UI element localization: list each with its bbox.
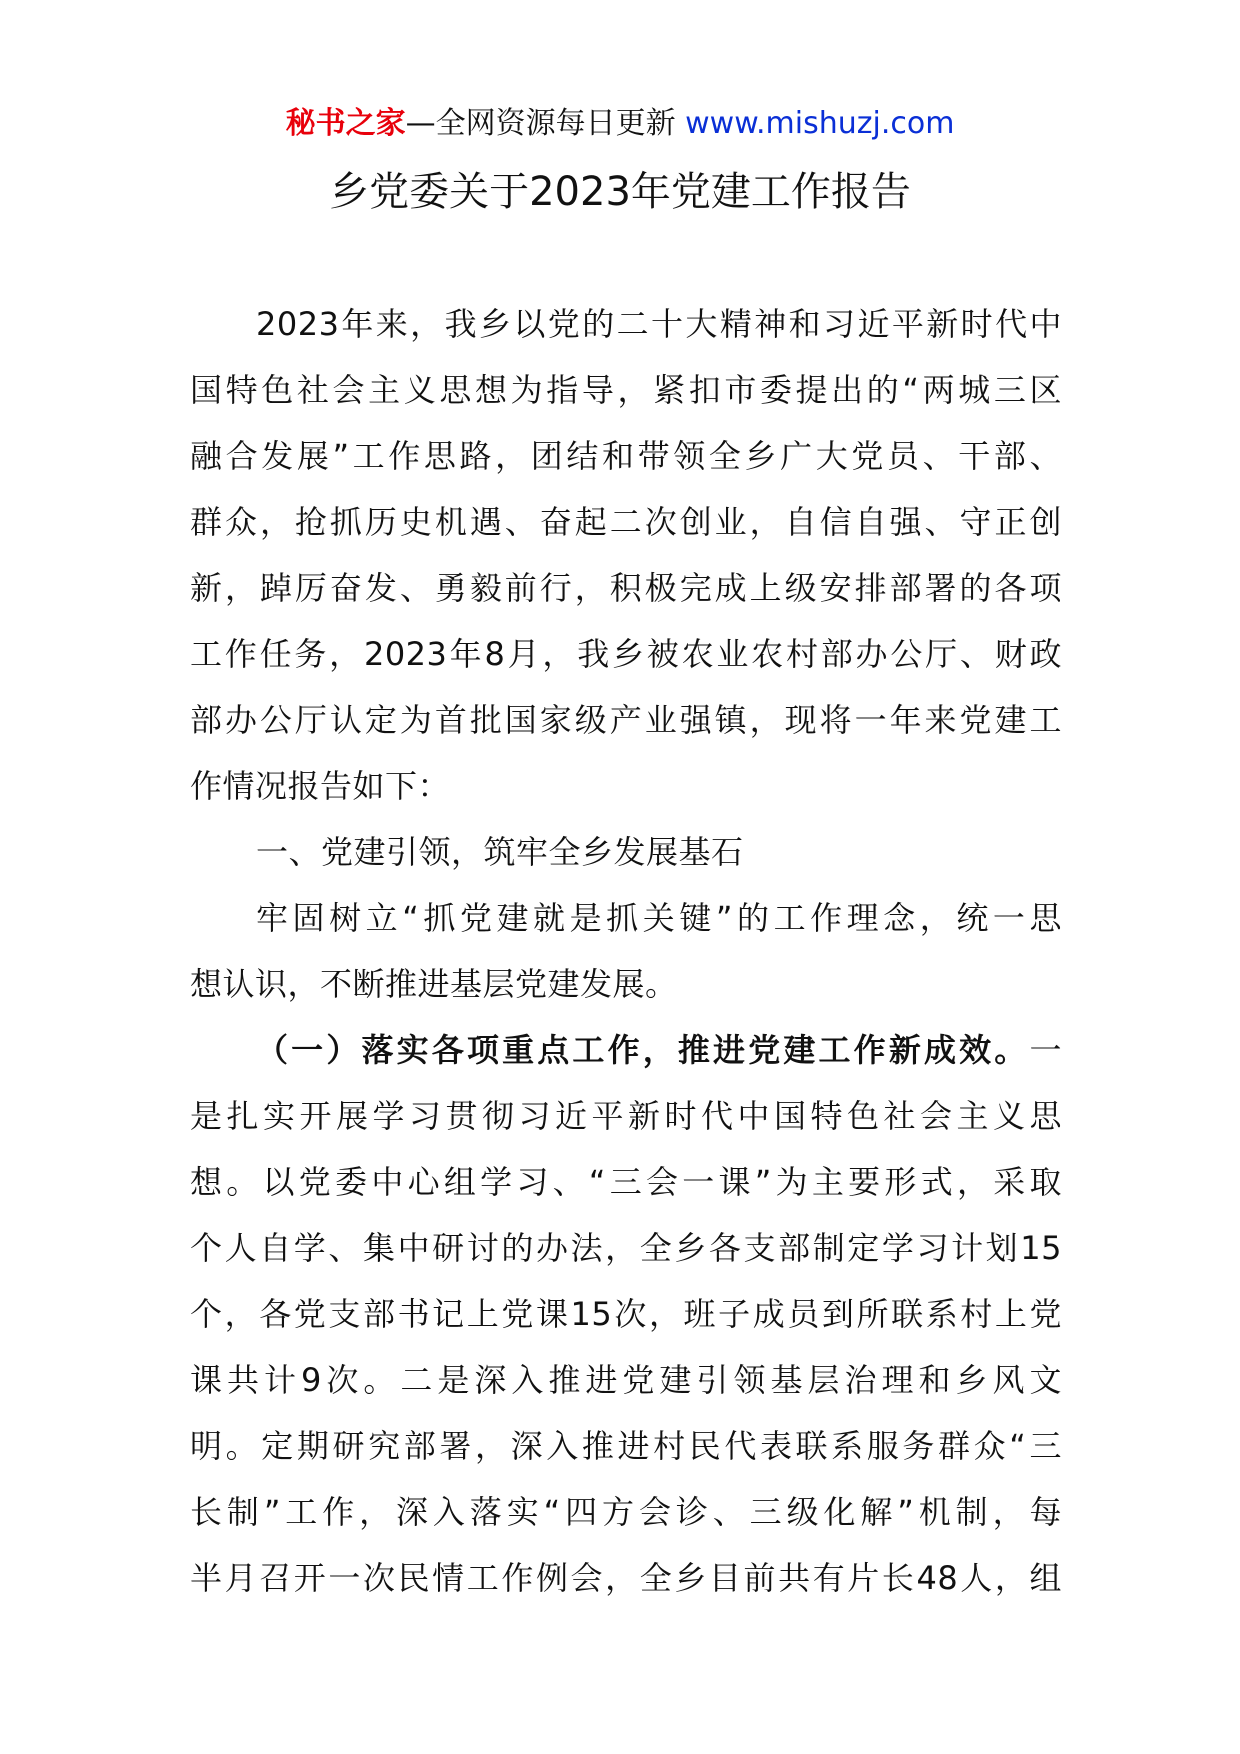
subsection-heading: （一）落实各项重点工作，推进党建工作新成效。 xyxy=(256,1031,1030,1069)
paragraph-line: 半月召开一次民情工作例会，全乡目前共有片长48人，组 xyxy=(190,1559,1062,1597)
site-header xyxy=(0,100,1240,148)
document-body xyxy=(190,291,1062,1611)
paragraph-line: 工作任务，2023年8月，我乡被农业农村部办公厅、财政 xyxy=(190,635,1062,673)
paragraph-line: 作情况报告如下： xyxy=(190,767,451,805)
paragraph-line: 部办公厅认定为首批国家级产业强镇，现将一年来党建工 xyxy=(190,701,1062,739)
subsection-tail: 一 xyxy=(1029,1031,1062,1069)
paragraph-line: 牢固树立“抓党建就是抓关键”的工作理念，统一思 xyxy=(256,899,1062,937)
subsection-line xyxy=(190,1017,1062,1083)
paragraph-line: 个，各党支部书记上党课15次，班子成员到所联系村上党 xyxy=(190,1295,1062,1333)
paragraph-line: 融合发展”工作思路，团结和带领全乡广大党员、干部、 xyxy=(190,437,1062,475)
paragraph-line: 课共计9次。二是深入推进党建引领基层治理和乡风文 xyxy=(190,1361,1062,1399)
document-title: 乡党委关于2023年党建工作报告 xyxy=(329,169,911,215)
paragraph-line: 群众，抢抓历史机遇、奋起二次创业，自信自强、守正创 xyxy=(190,503,1062,541)
brand-name: 秘书之家 xyxy=(285,106,406,141)
site-url: www.mishuzj.com xyxy=(685,106,955,141)
paragraph-line: 是扎实开展学习贯彻习近平新时代中国特色社会主义思 xyxy=(190,1097,1062,1135)
paragraph-line: 2023年来，我乡以党的二十大精神和习近平新时代中 xyxy=(256,305,1062,343)
paragraph-line: 个人自学、集中研讨的办法，全乡各支部制定学习计划15 xyxy=(190,1229,1062,1267)
paragraph-line: 明。定期研究部署，深入推进村民代表联系服务群众“三 xyxy=(190,1427,1062,1465)
section-heading: 一、党建引领，筑牢全乡发展基石 xyxy=(256,833,744,871)
paragraph-line: 想认识，不断推进基层党建发展。 xyxy=(190,965,678,1003)
paragraph-line: 长制”工作，深入落实“四方会诊、三级化解”机制，每 xyxy=(190,1493,1062,1531)
paragraph-line: 想。以党委中心组学习、“三会一课”为主要形式，采取 xyxy=(190,1163,1062,1201)
paragraph-line: 国特色社会主义思想为指导，紧扣市委提出的“两城三区 xyxy=(190,371,1062,409)
paragraph-line: 新，踔厉奋发、勇毅前行，积极完成上级安排部署的各项 xyxy=(190,569,1062,607)
header-slogan: —全网资源每日更新 xyxy=(405,106,686,141)
